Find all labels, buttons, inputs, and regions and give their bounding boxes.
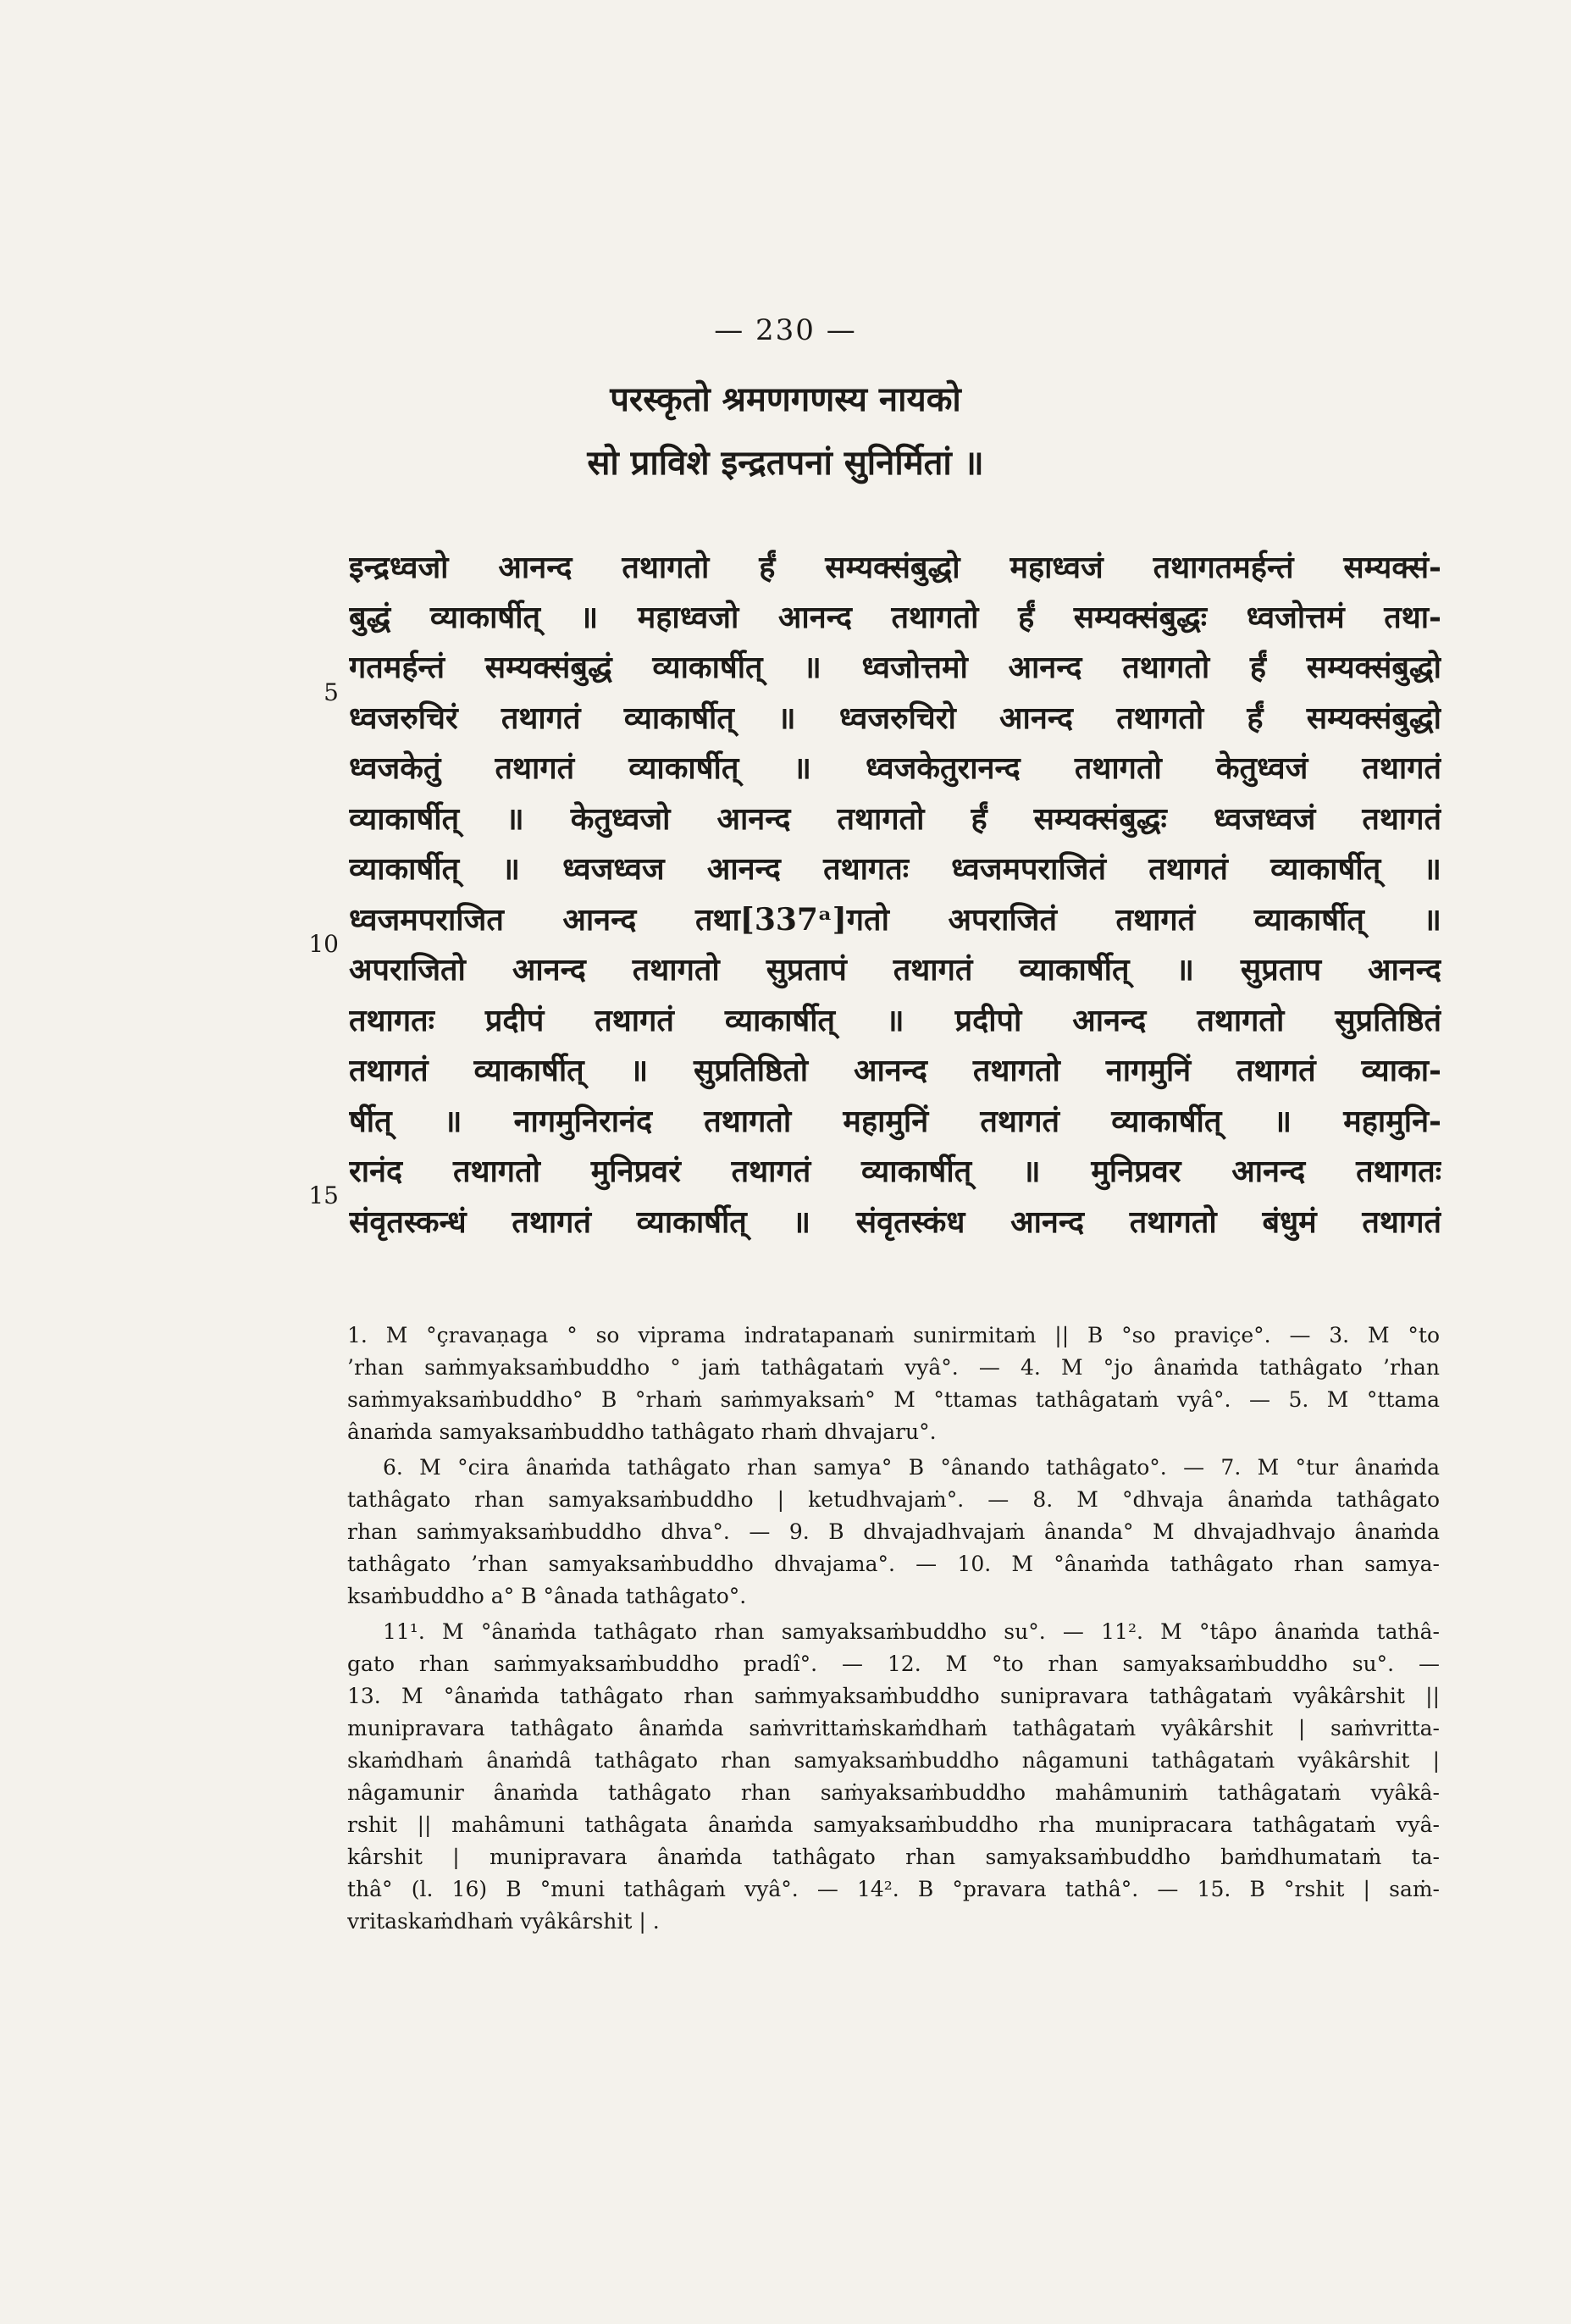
- footnote-line: 13. M °ânaṁda tathâgato rhan saṁmyaksaṁbuddho sunipravara tathâgataṁ vyâkârshit ||: [347, 1684, 1440, 1708]
- prose-line: व्याकार्षीत् ॥ ध्वजध्वज आनन्द तथागतः ध्वजमपराजितं तथागतं व्याकार्षीत् ॥: [349, 851, 1441, 887]
- footnote-line: saṁmyaksaṁbuddho° B °rhaṁ saṁmyaksaṁ° M °ttamas tathâgataṁ vyâ°. — 5. M °ttama: [347, 1387, 1440, 1412]
- prose-line: बुद्धं व्याकार्षीत् ॥ महाध्वजो आनन्द तथागतो र्हं सम्यक्संबुद्धः ध्वजोत्तमं तथा-: [349, 600, 1441, 635]
- prose-line: अपराजितो आनन्द तथागतो सुप्रतापं तथागतं व्याकार्षीत् ॥ सुप्रताप आनन्द: [349, 952, 1441, 988]
- prose-line: गतमर्हन्तं सम्यक्संबुद्धं व्याकार्षीत् ॥ ध्वजोत्तमो आनन्द तथागतो र्हं सम्यक्संबुद्धो: [349, 650, 1441, 685]
- footnote-line: 11¹. M °ânaṁda tathâgato rhan samyaksaṁbuddho su°. — 11². M °tâpo ânaṁda tathâ-: [383, 1619, 1440, 1644]
- footnote-line: skaṁdhaṁ ânaṁdâ tathâgato rhan samyaksaṁbuddho nâgamuni tathâgataṁ vyâkârshit |: [347, 1748, 1440, 1773]
- footnote-line: kârshit | munipravara ânaṁda tathâgato rhan samyaksaṁbuddho baṁdhumataṁ ta-: [347, 1845, 1440, 1869]
- prose-line: र्षीत् ॥ नागमुनिरानंद तथागतो महामुनिं तथागतं व्याकार्षीत् ॥ महामुनि-: [349, 1104, 1441, 1139]
- footnote-line: rhan saṁmyaksaṁbuddho dhva°. — 9. B dhvajadhvajaṁ ânanda° M dhvajadhvajo ânaṁda: [347, 1519, 1440, 1544]
- footnote-line: munipravara tathâgato ânaṁda saṁvrittaṁskaṁdhaṁ tathâgataṁ vyâkârshit | saṁvritta-: [347, 1716, 1440, 1740]
- prose-line: तथागतं व्याकार्षीत् ॥ सुप्रतिष्ठितो आनन्द तथागतो नागमुनिं तथागतं व्याका-: [349, 1053, 1441, 1088]
- footnote-line: tathâgato ’rhan samyaksaṁbuddho dhvajama°. — 10. M °ânaṁda tathâgato rhan samya-: [347, 1552, 1440, 1576]
- prose-line: रानंद तथागतो मुनिप्रवरं तथागतं व्याकार्षीत् ॥ मुनिप्रवर आनन्द तथागतः: [349, 1154, 1441, 1189]
- prose-line: ध्वजरुचिरं तथागतं व्याकार्षीत् ॥ ध्वजरुचिरो आनन्द तथागतो र्हं सम्यक्संबुद्धो: [349, 700, 1441, 736]
- prose-line: ध्वजकेतुं तथागतं व्याकार्षीत् ॥ ध्वजकेतुरानन्द तथागतो केतुध्वजं तथागतं: [349, 750, 1441, 786]
- footnote-line: gato rhan saṁmyaksaṁbuddho pradî°. — 12. M °to rhan samyaksaṁbuddho su°. —: [347, 1652, 1440, 1676]
- verse-line-2: सो प्राविशे इन्द्रतपनां सुनिर्मितां ॥: [587, 443, 984, 483]
- line-number-10: 10: [308, 930, 339, 958]
- footnote-line: 6. M °cira ânaṁda tathâgato rhan samya° B °ânando tathâgato°. — 7. M °tur ânaṁda: [383, 1455, 1440, 1480]
- prose-line: तथागतः प्रदीपं तथागतं व्याकार्षीत् ॥ प्रदीपो आनन्द तथागतो सुप्रतिष्ठितं: [349, 1003, 1441, 1038]
- prose-line: इन्द्रध्वजो आनन्द तथागतो र्हं सम्यक्संबुद्धो महाध्वजं तथागतमर्हन्तं सम्यक्सं-: [349, 550, 1441, 585]
- footnote-line: ânaṁda samyaksaṁbuddho tathâgato rhaṁ dhvajaru°.: [347, 1419, 937, 1444]
- footnote-line: ’rhan saṁmyaksaṁbuddho ° jaṁ tathâgataṁ vyâ°. — 4. M °jo ânaṁda tathâgato ’rhan: [347, 1355, 1440, 1380]
- footnote-line: ksaṁbuddho a° B °ânada tathâgato°.: [347, 1584, 747, 1608]
- footnote-line: vritaskaṁdhaṁ vyâkârshit | .: [347, 1909, 660, 1934]
- footnote-line: tathâgato rhan samyaksaṁbuddho | ketudhvajaṁ°. — 8. M °dhvaja ânaṁda tathâgato: [347, 1487, 1440, 1512]
- prose-line: संवृतस्कन्धं तथागतं व्याकार्षीत् ॥ संवृतस्कंध आनन्द तथागतो बंधुमं तथागतं: [349, 1204, 1441, 1240]
- prose-line: ध्वजमपराजित आनन्द तथा[337ᵃ]गतो अपराजितं तथागतं व्याकार्षीत् ॥: [349, 902, 1441, 938]
- line-number-5: 5: [324, 678, 339, 706]
- footnote-line: 1. M °çravaṇaga ° so viprama indratapanaṁ sunirmitaṁ || B °so praviçe°. — 3. M °to: [347, 1323, 1440, 1347]
- footnote-line: thâ° (l. 16) B °muni tathâgaṁ vyâ°. — 14². B °pravara tathâ°. — 15. B °rshit | saṁ-: [347, 1877, 1440, 1901]
- footnote-line: nâgamunir ânaṁda tathâgato rhan saṁyaksaṁbuddho mahâmuniṁ tathâgataṁ vyâkâ-: [347, 1780, 1440, 1805]
- line-number-15: 15: [308, 1181, 339, 1209]
- prose-line: व्याकार्षीत् ॥ केतुध्वजो आनन्द तथागतो र्हं सम्यक्संबुद्धः ध्वजध्वजं तथागतं: [349, 801, 1441, 837]
- verse-line-1: परस्कृतो श्रमणगणस्य नायको: [610, 379, 961, 419]
- page-number: — 230 —: [714, 313, 857, 347]
- footnote-line: rshit || mahâmuni tathâgata ânaṁda samyaksaṁbuddho rha munipracara tathâgataṁ vyâ-: [347, 1812, 1440, 1837]
